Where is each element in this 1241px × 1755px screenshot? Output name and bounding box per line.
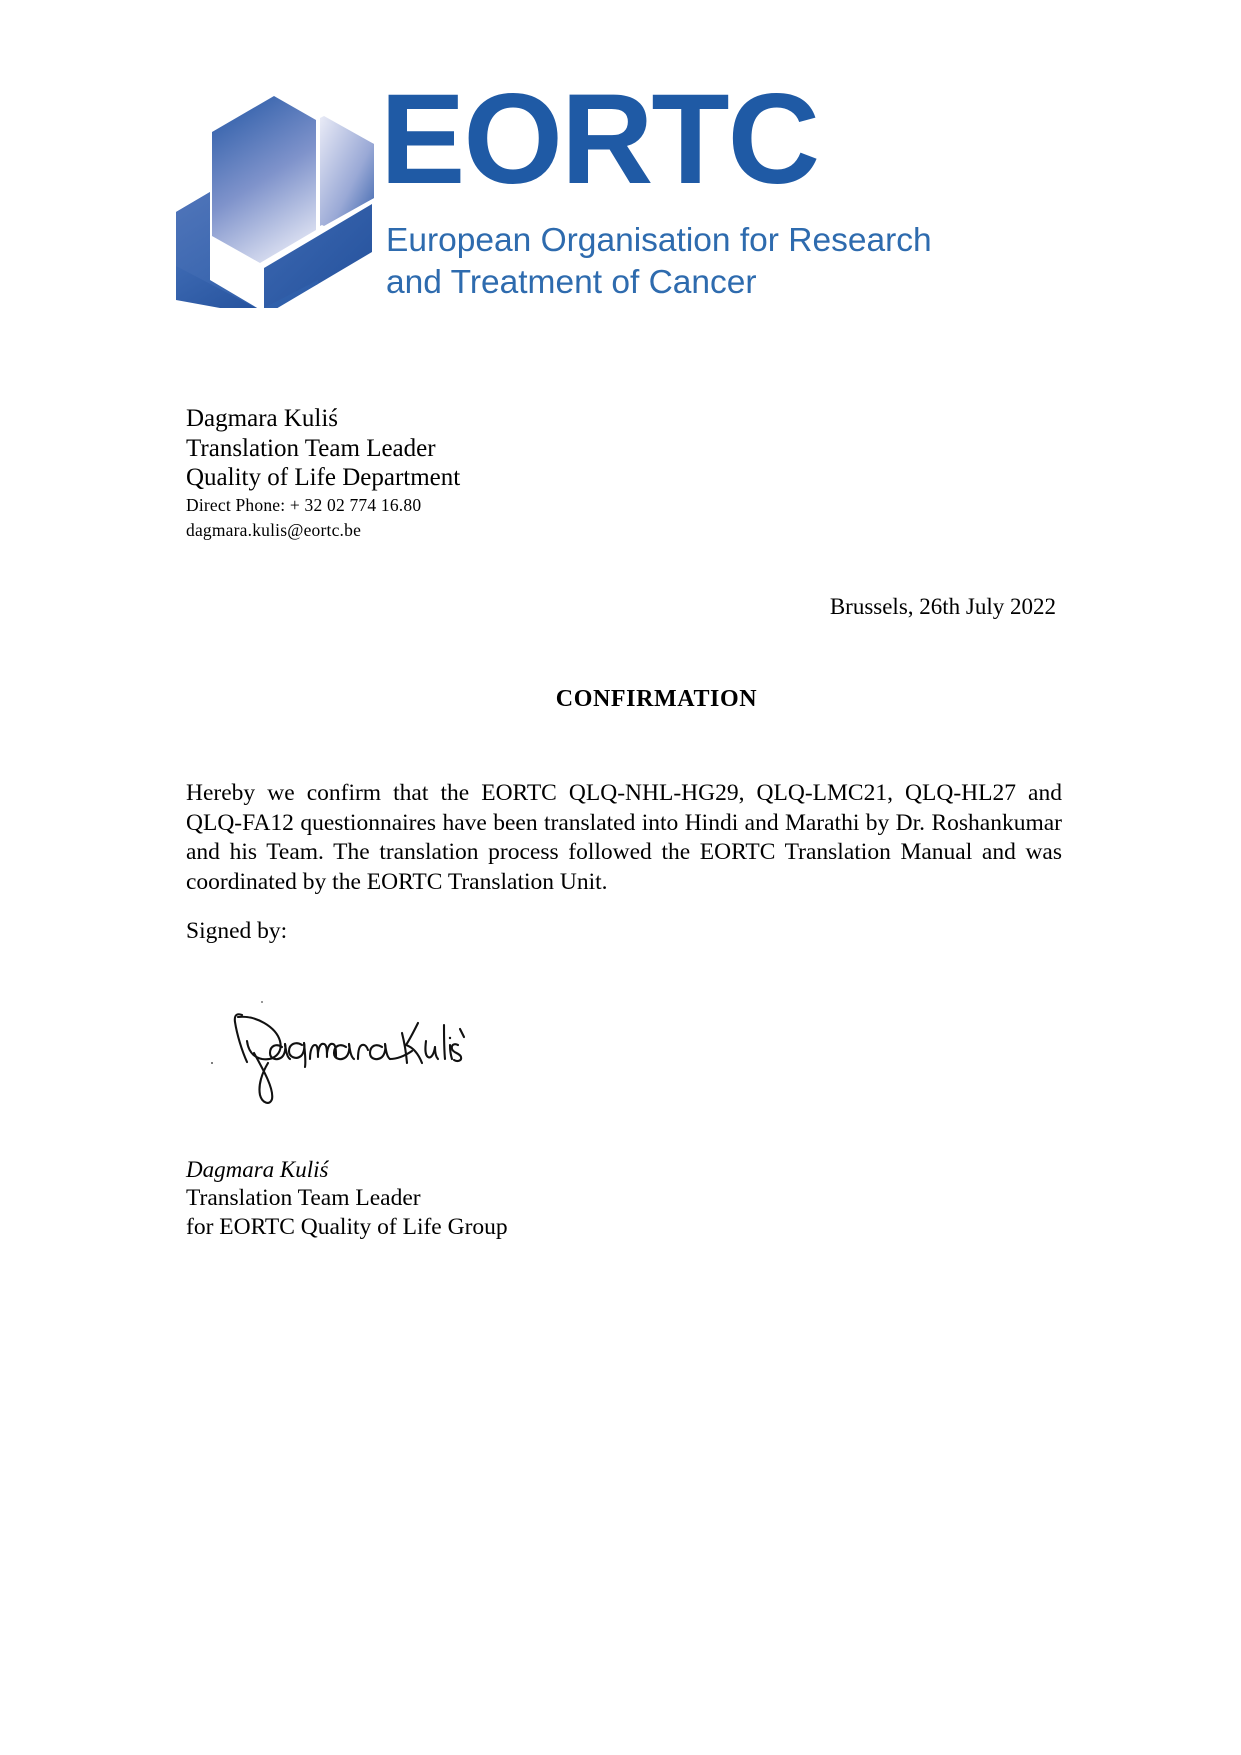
organisation-name-line1: European Organisation for Research [386,222,932,259]
organisation-name-line2: and Treatment of Cancer [386,264,757,301]
page-title-text: CONFIRMATION [555,686,758,712]
sender-name: Dagmara Kuliś [186,405,339,432]
eortc-hexagon-logo-icon [168,80,380,308]
sender-role: Translation Team Leader [186,434,436,462]
signer-role: Translation Team Leader [186,1185,421,1211]
letterhead [168,68,968,322]
sender-department: Quality of Life Department [186,464,461,491]
signed-by-label: Signed by: [186,918,288,944]
organisation-name [386,220,932,304]
closing-block [186,1156,706,1242]
date-line: Brussels, 26th July 2022 [829,594,1056,619]
page-title [0,686,1241,713]
sender-phone: Direct Phone: + 32 02 774 16.80 [186,494,422,515]
sender-block [186,404,706,543]
signer-name: Dagmara Kuliś [186,1157,329,1182]
eortc-wordmark [380,68,970,312]
signer-organisation: for EORTC Quality of Life Group [186,1214,508,1240]
sender-email[interactable]: dagmara.kulis@eortc.be [186,519,362,540]
organisation-acronym: EORTC [380,68,818,211]
handwritten-signature-icon [190,975,470,1105]
body-paragraph: Hereby we confirm that the EORTC QLQ-NHL-HG29, QLQ-LMC21, QLQ-HL27 and QLQ-FA12 questionnaires have been translated into Hindi and Marathi by Dr. Roshankumar and his Team. The translation process followed the EORTC Translation Manual and was coordinated by the EORTC Translation Unit. [186,780,1062,895]
